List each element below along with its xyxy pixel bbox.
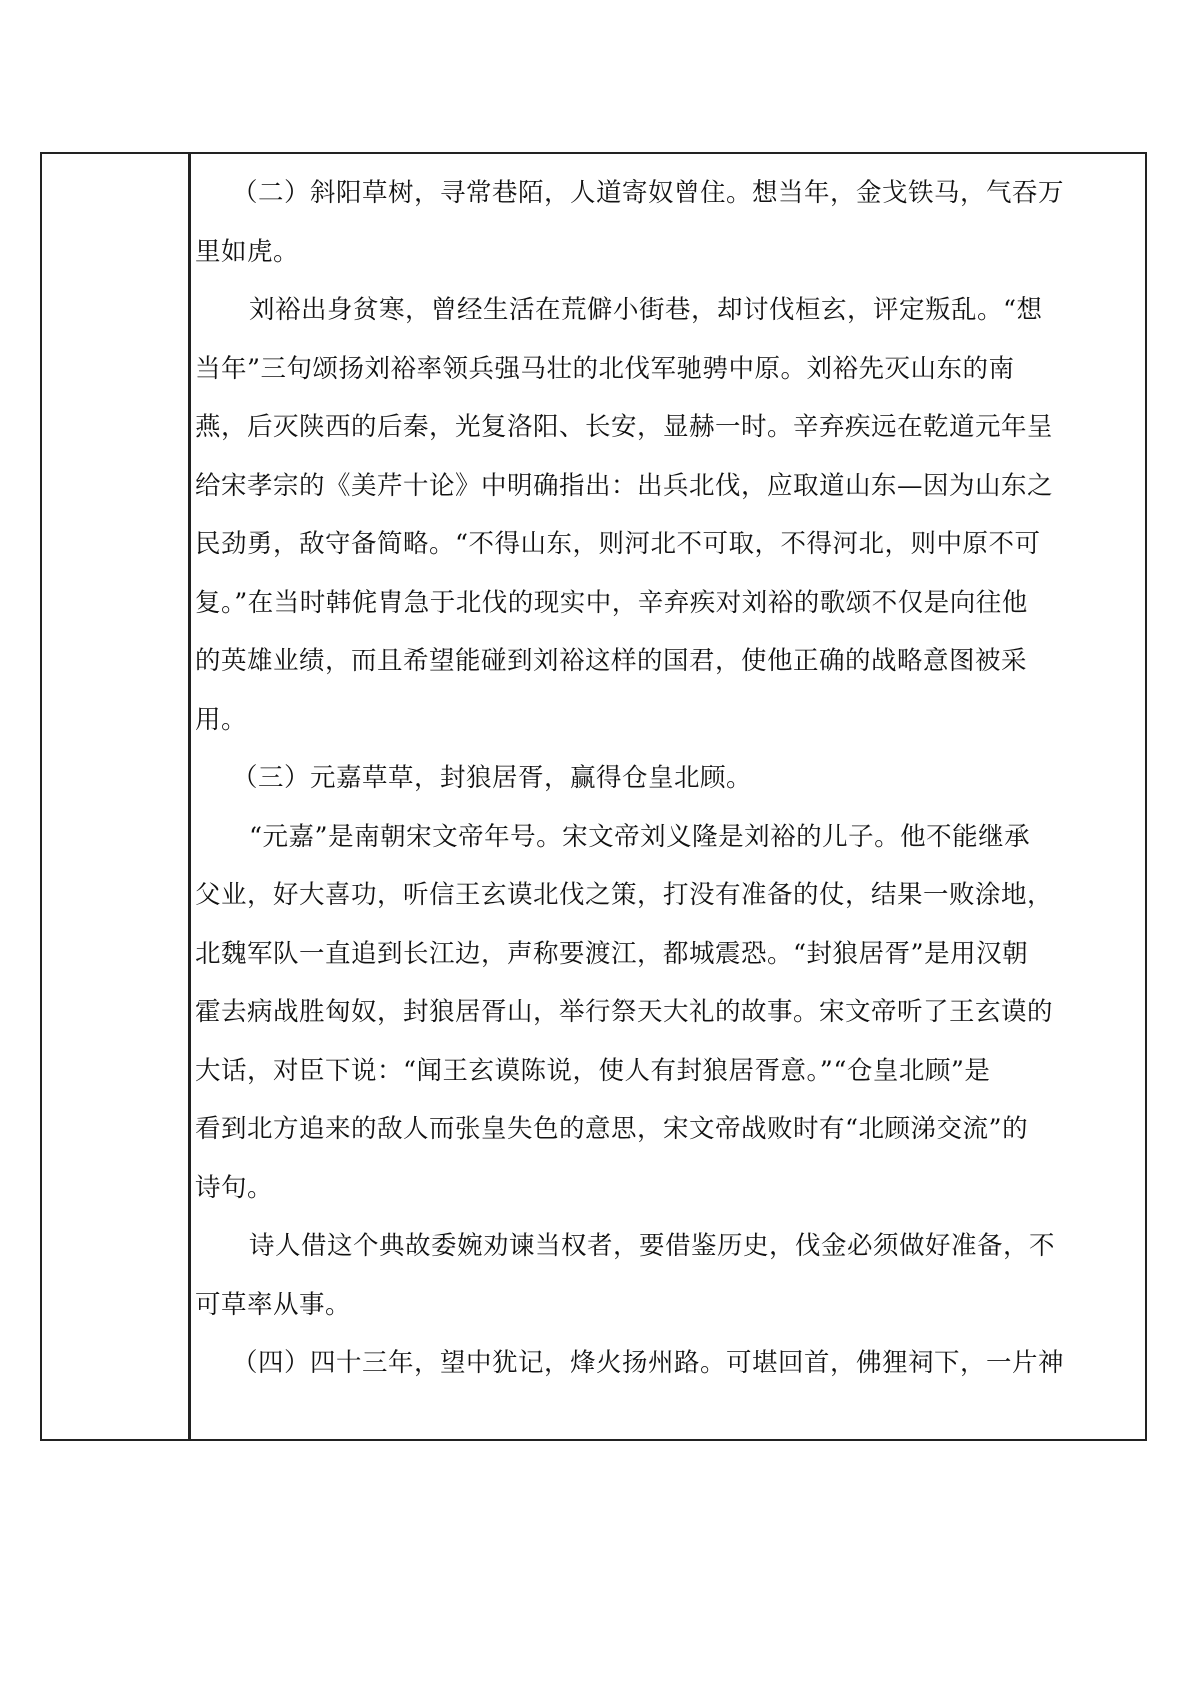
text-line: 看到北方追来的敌人而张皇失色的意思，宋文帝战败时有“北顾涕交流”的 [195, 1114, 1029, 1144]
analysis-paragraph-yuanjia [195, 808, 1123, 1218]
text-line: 诗人借这个典故委婉劝谏当权者，要借鉴历史，伐金必须做好准备，不 [249, 1231, 1056, 1261]
quote-paragraph-3 [232, 749, 1123, 808]
text-line: 的英雄业绩，而且希望能碰到刘裕这样的国君，使他正确的战略意图被采 [195, 646, 1028, 676]
text-line: “元嘉”是南朝宋文帝年号。宋文帝刘义隆是刘裕的儿子。他不能继承 [249, 821, 1031, 852]
table-content-cell [194, 154, 1145, 1439]
text-line: 民劲勇，敌守备简略。“不得山东，则河北不可取，不得河北，则中原不可 [195, 529, 1041, 559]
analysis-paragraph-advice [195, 1217, 1123, 1334]
text-line: 可草率从事。 [195, 1289, 352, 1320]
text-line: 父业，好大喜功，听信王玄谟北伐之策，打没有准备的仗，结果一败涂地， [195, 880, 1054, 910]
text-line: 用。 [195, 704, 248, 735]
text-line: （四）四十三年，望中犹记，烽火扬州路。可堪回首，佛狸祠下，一片神 [232, 1348, 1065, 1378]
text-line: 复。”在当时韩侂胄急于北伐的现实中，辛弃疾对刘裕的歌颂不仅是向往他 [195, 587, 1028, 618]
text-line: 当年”三句颂扬刘裕率领兵强马壮的北伐军驰骋中原。刘裕先灭山东的南 [195, 353, 1015, 384]
text-line: （二）斜阳草树，寻常巷陌，人道寄奴曾住。想当年，金戈铁马，气吞万 [232, 178, 1065, 208]
text-line: 里如虎。 [195, 236, 300, 267]
text-line: 给宋孝宗的《美芹十论》中明确指出：出兵北伐，应取道山东—因为山东之 [195, 470, 1054, 501]
document-table [40, 152, 1147, 1441]
text-line: 诗句。 [195, 1172, 274, 1203]
quote-paragraph-2 [195, 164, 1123, 281]
text-line: 大话，对臣下说：“闻王玄谟陈说，使人有封狼居胥意。”“仓皇北顾”是 [195, 1055, 991, 1086]
text-line: 燕，后灭陕西的后秦，光复洛阳、长安，显赫一时。辛弃疾远在乾道元年呈 [195, 412, 1054, 442]
table-left-column [42, 154, 191, 1439]
text-line: （三）元嘉草草，封狼居胥，赢得仓皇北顾。 [232, 763, 753, 793]
text-line: 霍去病战胜匈奴，封狼居胥山，举行祭天大礼的故事。宋文帝听了王玄谟的 [195, 997, 1054, 1027]
text-line: 刘裕出身贫寒，曾经生活在荒僻小街巷，却讨伐桓玄，评定叛乱。“想 [249, 295, 1043, 325]
analysis-paragraph-liu-yu [195, 281, 1123, 749]
text-line: 北魏军队一直追到长江边，声称要渡江，都城震恐。“封狼居胥”是用汉朝 [195, 938, 1029, 969]
quote-paragraph-4 [232, 1334, 1123, 1393]
